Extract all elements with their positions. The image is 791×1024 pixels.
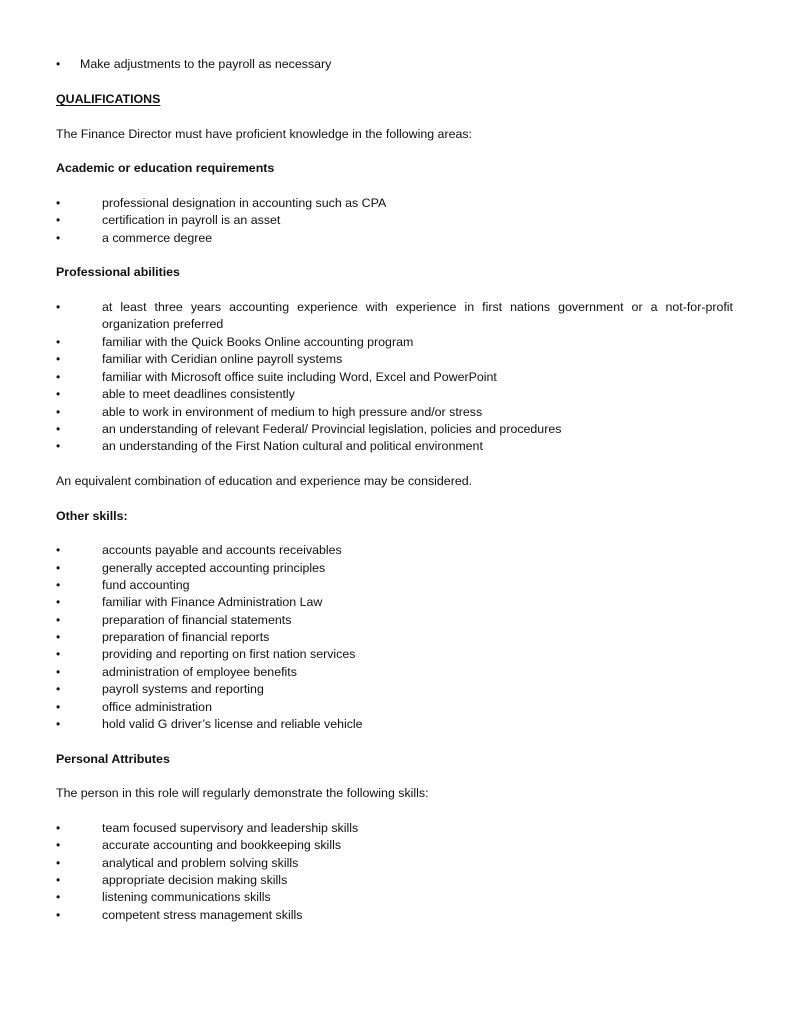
list-item: professional designation in accounting such as CPA xyxy=(102,196,387,210)
list-item: preparation of financial statements xyxy=(102,613,292,627)
list-item: an understanding of relevant Federal/ Provincial legislation, policies and procedures xyxy=(102,422,562,436)
bullet: • xyxy=(56,370,61,384)
bullet: • xyxy=(56,873,61,887)
list-item: analytical and problem solving skills xyxy=(102,856,299,870)
list-item: able to work in environment of medium to high pressure and/or stress xyxy=(102,405,483,419)
bullet: • xyxy=(56,821,61,835)
professional-heading: Professional abilities xyxy=(56,265,180,279)
list-item: office administration xyxy=(102,700,212,714)
list-item: familiar with Microsoft office suite including Word, Excel and PowerPoint xyxy=(102,370,497,384)
list-item: competent stress management skills xyxy=(102,908,303,922)
bullet: • xyxy=(56,352,61,366)
list-item: accurate accounting and bookkeeping skills xyxy=(102,838,342,852)
bullet: • xyxy=(56,543,61,557)
qualifications-intro: The Finance Director must have proficient knowledge in the following areas: xyxy=(56,127,472,141)
qualifications-heading: QUALIFICATIONS xyxy=(56,92,161,106)
list-item: familiar with Finance Administration Law xyxy=(102,595,323,609)
list-item: an understanding of the First Nation cultural and political environment xyxy=(102,439,483,453)
bullet: • xyxy=(56,613,61,627)
bullet: • xyxy=(56,439,61,453)
list-item: payroll systems and reporting xyxy=(102,682,264,696)
intro-item: Make adjustments to the payroll as necessary xyxy=(80,57,332,71)
bullet: • xyxy=(56,856,61,870)
bullet: • xyxy=(56,422,61,436)
personal-intro: The person in this role will regularly demonstrate the following skills: xyxy=(56,786,429,800)
list-item: able to meet deadlines consistently xyxy=(102,387,295,401)
bullet: • xyxy=(56,561,61,575)
bullet: • xyxy=(56,595,61,609)
list-item: a commerce degree xyxy=(102,231,213,245)
bullet: • xyxy=(56,682,61,696)
list-item: accounts payable and accounts receivables xyxy=(102,543,342,557)
list-item: administration of employee benefits xyxy=(102,665,297,679)
list-item: familiar with Ceridian online payroll systems xyxy=(102,352,343,366)
list-item: generally accepted accounting principles xyxy=(102,561,326,575)
bullet: • xyxy=(56,57,61,71)
list-item: certification in payroll is an asset xyxy=(102,213,281,227)
list-item: familiar with the Quick Books Online accounting program xyxy=(102,335,414,349)
bullet: • xyxy=(56,647,61,661)
bullet: • xyxy=(56,213,61,227)
other-skills-heading: Other skills: xyxy=(56,509,128,523)
bullet: • xyxy=(56,335,61,349)
bullet: • xyxy=(56,908,61,922)
equivalent-note: An equivalent combination of education and experience may be considered. xyxy=(56,474,473,488)
list-item: hold valid G driver’s license and reliable vehicle xyxy=(102,717,363,731)
bullet: • xyxy=(56,578,61,592)
list-item: listening communications skills xyxy=(102,890,271,904)
academic-heading: Academic or education requirements xyxy=(56,161,275,175)
bullet: • xyxy=(56,630,61,644)
bullet: • xyxy=(56,838,61,852)
bullet: • xyxy=(56,387,61,401)
list-item: at least three years accounting experience with experience in first nations government or a not-for-profit organization preferred xyxy=(102,300,733,332)
list-item: preparation of financial reports xyxy=(102,630,270,644)
bullet: • xyxy=(56,717,61,731)
bullet: • xyxy=(56,890,61,904)
bullet: • xyxy=(56,665,61,679)
personal-heading: Personal Attributes xyxy=(56,752,170,766)
bullet: • xyxy=(56,231,61,245)
list-item: fund accounting xyxy=(102,578,190,592)
bullet: • xyxy=(56,405,61,419)
list-item: appropriate decision making skills xyxy=(102,873,288,887)
bullet: • xyxy=(56,700,61,714)
bullet: • xyxy=(56,300,61,314)
list-item: providing and reporting on first nation services xyxy=(102,647,356,661)
list-item: team focused supervisory and leadership skills xyxy=(102,821,359,835)
bullet: • xyxy=(56,196,61,210)
